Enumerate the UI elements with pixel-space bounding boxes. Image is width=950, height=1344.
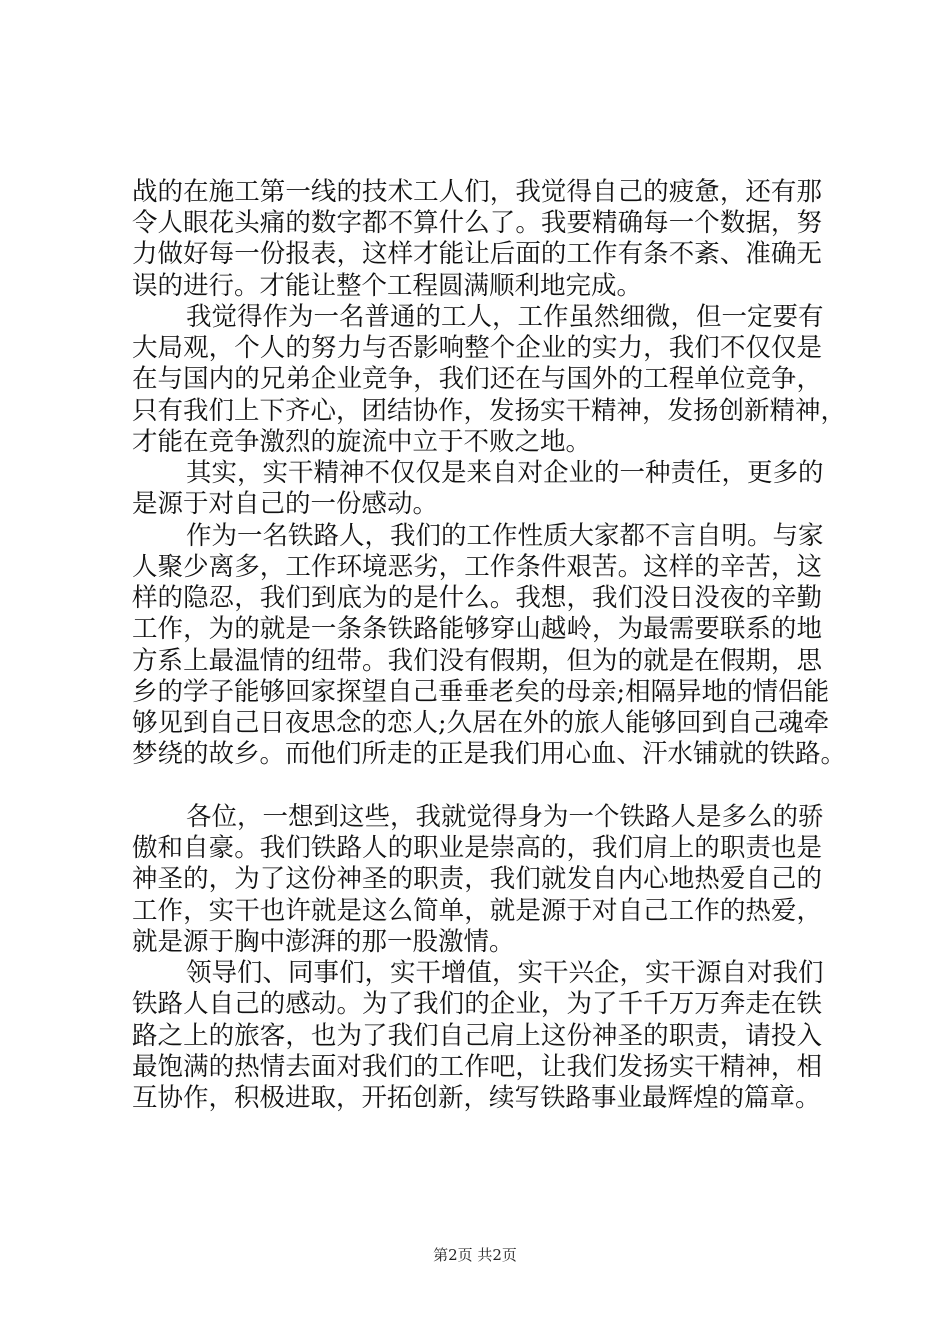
text-line: 只有我们上下齐心，团结协作，发扬实干精神，发扬创新精神，: [132, 396, 847, 426]
text-line: 样的隐忍，我们到底为的是什么。我想，我们没日没夜的辛勤: [132, 583, 822, 613]
text-line: 最饱满的热情去面对我们的工作吧，让我们发扬实干精神，相: [132, 1052, 822, 1082]
text-line: 才能在竞争激烈的旋流中立于不败之地。: [132, 427, 592, 457]
text-line: 我觉得作为一名普通的工人，工作虽然细微，但一定要有: [186, 302, 824, 332]
text-line: 互协作，积极进取，开拓创新，续写铁路事业最辉煌的篇章。: [132, 1083, 821, 1113]
text-line: 乡的学子能够回家探望自己垂垂老矣的母亲;相隔异地的情侣能: [132, 677, 830, 707]
text-line: 各位，一想到这些，我就觉得身为一个铁路人是多么的骄: [186, 802, 824, 832]
text-line: 神圣的，为了这份神圣的职责，我们就发自内心地热爱自己的: [132, 864, 822, 894]
text-line: 够见到自己日夜思念的恋人;久居在外的旅人能够回到自己魂牵: [132, 708, 830, 738]
text-line: 令人眼花头痛的数字都不算什么了。我要精确每一个数据，努: [132, 208, 822, 238]
text-line: 傲和自豪。我们铁路人的职业是崇高的，我们肩上的职责也是: [132, 833, 822, 863]
text-line: 方系上最温情的纽带。我们没有假期，但为的就是在假期，思: [132, 646, 822, 676]
text-line: 大局观，个人的努力与否影响整个企业的实力，我们不仅仅是: [132, 333, 822, 363]
text-line: 人聚少离多，工作环境恶劣，工作条件艰苦。这样的辛苦，这: [132, 552, 822, 582]
text-line: 在与国内的兄弟企业竞争，我们还在与国外的工程单位竞争，: [132, 364, 822, 394]
text-line: 误的进行。才能让整个工程圆满顺利地完成。: [132, 271, 643, 301]
text-line: 梦绕的故乡。而他们所走的正是我们用心血、汗水铺就的铁路。: [132, 739, 847, 769]
text-line: 铁路人自己的感动。为了我们的企业，为了千千万万奔走在铁: [132, 989, 822, 1019]
text-line: 就是源于胸中澎湃的那一股激情。: [132, 927, 515, 957]
text-line: 其实，实干精神不仅仅是来自对企业的一种责任，更多的: [186, 458, 824, 488]
text-line: 力做好每一份报表，这样才能让后面的工作有条不紊、准确无: [132, 239, 822, 269]
page-footer: 第2页 共2页: [433, 1246, 517, 1264]
text-line: 路之上的旅客，也为了我们自己肩上这份神圣的职责，请投入: [132, 1021, 822, 1051]
text-line: 领导们、同事们，实干增值，实干兴企，实干源自对我们: [186, 958, 824, 988]
text-line: 战的在施工第一线的技术工人们，我觉得自己的疲惫，还有那: [132, 177, 822, 207]
text-line: 是源于对自己的一份感动。: [132, 489, 439, 519]
text-line: 作为一名铁路人，我们的工作性质大家都不言自明。与家: [186, 521, 824, 551]
text-line: 工作，实干也许就是这么简单，就是源于对自己工作的热爱，: [132, 896, 822, 926]
text-line: 工作，为的就是一条条铁路能够穿山越岭，为最需要联系的地: [132, 614, 822, 644]
